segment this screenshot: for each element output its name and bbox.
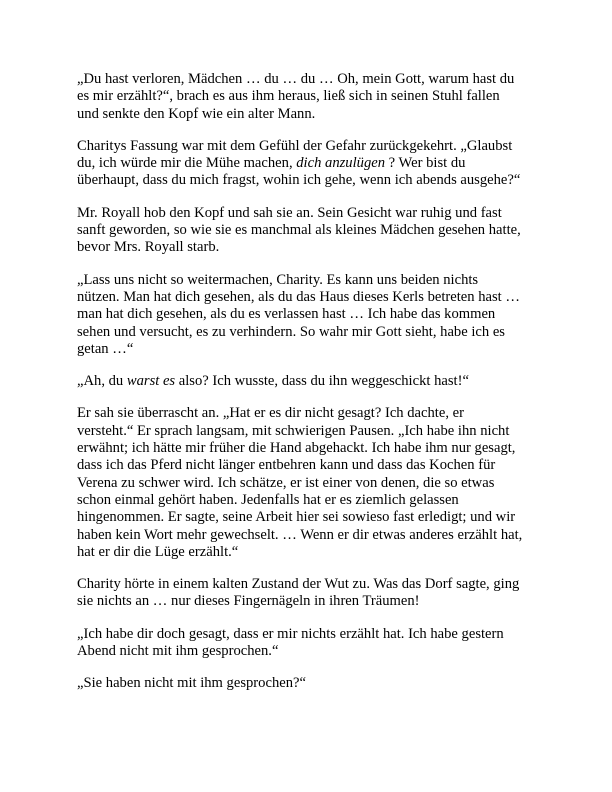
p6-line-8: haben kein Wort mehr gewechselt. … Wenn er dir etwas anderes erzählt hat, — [77, 526, 523, 543]
paragraph-3 — [77, 205, 543, 257]
p4-line-5: getan …“ — [77, 340, 134, 357]
paragraph-6 — [77, 405, 543, 561]
p6-line-4: dass ich das Pferd nicht länger entbehren kann und dass das Kochen für — [77, 457, 496, 474]
p4-line-3: man hat dich gesehen, als du es verlassen hast … Ich habe das kommen — [77, 306, 496, 323]
p4-line-2: nützen. Man hat dich gesehen, als du das Haus dieses Kerls betreten hast … — [77, 288, 520, 305]
paragraph-1 — [77, 71, 543, 123]
p2-after-italic: ? Wer bist du — [385, 155, 466, 172]
p6-line-1: Er sah sie überrascht an. „Hat er es dir nicht gesagt? Ich dachte, er — [77, 405, 464, 422]
p5-italic: warst es — [126, 373, 176, 390]
p8-line-2: Abend nicht mit ihm gesprochen.“ — [77, 643, 279, 660]
p6-line-3: erwähnt; ich hätte mir früher die Hand abgehackt. Ich habe ihm nur gesagt, — [77, 440, 516, 457]
p6-line-7: hingenommen. Er sagte, seine Arbeit hier sei sowieso fast erledigt; und wir — [77, 509, 516, 526]
paragraph-9 — [77, 675, 543, 692]
p6-line-2: versteht.“ Er sprach langsam, mit schwierigen Pausen. „Ich habe ihn nicht — [77, 422, 510, 439]
p3-line-2: sanft geworden, so wie sie es manchmal als kleines Mädchen gesehen hatte, — [77, 222, 521, 239]
p1-line-1: „Du hast verloren, Mädchen … du … du … Oh, mein Gott, warum hast du — [77, 71, 515, 87]
p2-line-3: überhaupt, dass du mich fragst, wohin ich gehe, wenn ich abends ausgehe?“ — [77, 172, 521, 189]
p2-line-1: Charitys Fassung war mit dem Gefühl der Gefahr zurückgekehrt. „Glaubst — [77, 137, 513, 154]
p7-line-2: sie nichts an … nur dieses Fingernägeln in ihren Träumen! — [77, 593, 420, 610]
p1-line-3: und senkte den Kopf wie ein alter Mann. — [77, 105, 316, 122]
paragraph-7 — [77, 576, 543, 611]
p3-line-3: bevor Mrs. Royall starb. — [77, 239, 220, 256]
paragraph-4 — [77, 272, 543, 358]
paragraph-8 — [77, 626, 543, 661]
p7-line-1: Charity hörte in einem kalten Zustand der Wut zu. Was das Dorf sagte, ging — [77, 576, 520, 593]
p4-line-1: „Lass uns nicht so weitermachen, Charity. Es kann uns beiden nichts — [77, 271, 479, 288]
p5-before-italic: „Ah, du — [77, 373, 127, 390]
p8-line-1: „Ich habe dir doch gesagt, dass er mir nichts erzählt hat. Ich habe gestern — [77, 625, 504, 642]
p1-line-2: es mir erzählt?“, brach es aus ihm heraus, ließ sich in seinen Stuhl fallen — [77, 88, 500, 105]
p6-line-6: schon einmal gehört haben. Jedenfalls hat er es ziemlich gelassen — [77, 491, 459, 508]
p6-line-5: Verena zu schwer wird. Ich schätze, er ist einer von denen, die so etwas — [77, 474, 495, 491]
paragraph-2 — [77, 138, 543, 190]
p6-line-9: hat er dir die Lüge erzählt.“ — [77, 543, 239, 560]
p3-line-1: Mr. Royall hob den Kopf und sah sie an. Sein Gesicht war ruhig und fast — [77, 204, 502, 221]
p5-after-italic: also? Ich wusste, dass du ihn weggeschickt hast!“ — [175, 373, 469, 390]
p2-italic: dich anzulügen — [296, 155, 386, 172]
p4-line-4: sehen und versucht, es zu verhindern. So wahr mir Gott sieht, habe ich es — [77, 323, 505, 340]
paragraph-5 — [77, 373, 543, 390]
body-text — [77, 71, 543, 708]
p2-line-2: du, ich würde mir die Mühe machen, — [77, 155, 297, 172]
p9-line-1: „Sie haben nicht mit ihm gesprochen?“ — [77, 675, 306, 692]
